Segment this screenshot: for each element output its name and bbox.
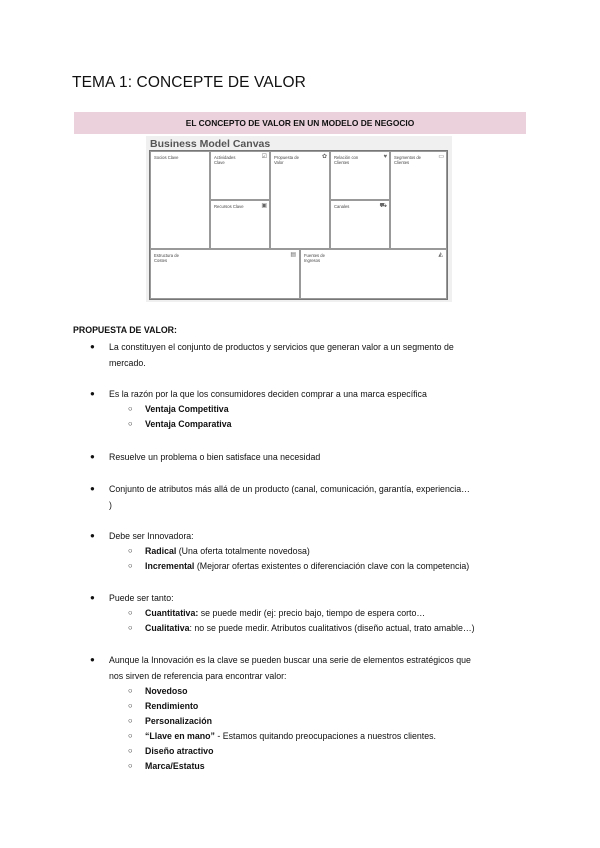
list-item: Aunque la Innovación es la clave se pueden buscar una serie de elementos estratégicos que [109,655,471,665]
canvas-title: Business Model Canvas [150,138,271,150]
cell-actividades [210,151,270,200]
cell-label: Actividades Clave [214,155,236,165]
segmentos-icon: ▭ [438,154,444,160]
cell-label: Estructura de Costes [154,253,179,263]
cell-label: Canales [334,204,350,209]
sub-item: Marca/Estatus [145,761,205,771]
bullet-dot: ● [90,484,95,493]
sub-bullet-circle: ○ [128,623,133,632]
cell-label: Fuentes de Ingresos [304,253,325,263]
sub-bullet-circle: ○ [128,686,133,695]
cell-relacion [330,151,390,200]
sub-bullet-circle: ○ [128,546,133,555]
bullet-dot: ● [90,452,95,461]
canvas-grid [149,150,448,300]
bullet-dot: ● [90,655,95,664]
sub-item: Diseño atractivo [145,746,214,756]
ingresos-icon: ◭ [438,252,443,258]
bullet-dot: ● [90,342,95,351]
sub-item: Incremental (Mejorar ofertas existentes o diferenciación clave con la competencia) [145,561,470,571]
cell-ingresos [300,249,447,299]
sub-bullet-circle: ○ [128,561,133,570]
relacion-icon: ♥ [383,154,387,160]
sub-item: Ventaja Competitiva [145,404,229,414]
sub-bullet-circle: ○ [128,419,133,428]
sub-bullet-circle: ○ [128,608,133,617]
sub-bullet-circle: ○ [128,716,133,725]
list-item: Es la razón por la que los consumidores deciden comprar a una marca específica [109,389,427,399]
sub-item: Rendimiento [145,701,199,711]
sub-item: Cualitativa: no se puede medir. Atributos cualitativos (diseño actual, trato amable…) [145,623,475,633]
bullet-dot: ● [90,593,95,602]
list-item: La constituyen el conjunto de productos y servicios que generan valor a un segmento de [109,342,454,352]
recursos-icon: ▣ [261,203,267,209]
sub-item: Cuantitativa: se puede medir (ej: precio bajo, tiempo de espera corto… [145,608,426,618]
costes-icon: ▤ [290,252,296,258]
actividades-icon: ☑ [261,154,267,160]
cell-canales [330,200,390,249]
cell-recursos [210,200,270,249]
list-item: Debe ser Innovadora: [109,531,194,541]
list-item-cont: ) [109,500,112,510]
sub-item: Radical (Una oferta totalmente novedosa) [145,546,310,556]
list-item: Resuelve un problema o bien satisface una necesidad [109,452,321,462]
section-banner: EL CONCEPTO DE VALOR EN UN MODELO DE NEGOCIO [74,112,526,134]
section-heading: PROPUESTA DE VALOR: [73,325,177,335]
bullet-dot: ● [90,389,95,398]
sub-bullet-circle: ○ [128,404,133,413]
cell-socios [150,151,210,249]
sub-bullet-circle: ○ [128,701,133,710]
sub-item: “Llave en mano” - Estamos quitando preocupaciones a nuestros clientes. [145,731,436,741]
cell-label: Recursos Clave [214,204,244,209]
list-item-cont: nos sirven de referencia para encontrar valor: [109,671,287,681]
cell-label: Segmentos de Clientes [394,155,422,165]
sub-item: Personalización [145,716,212,726]
propuesta-icon: ✿ [321,154,327,160]
sub-bullet-circle: ○ [128,746,133,755]
cell-label: Relación con Clientes [334,155,359,165]
cell-label: Socios Clave [154,155,179,160]
list-item: Puede ser tanto: [109,593,174,603]
list-item-cont: mercado. [109,358,146,368]
cell-propuesta [270,151,330,249]
cell-label: Propuesta de Valor [274,155,299,165]
business-model-canvas [146,136,452,302]
sub-bullet-circle: ○ [128,761,133,770]
sub-item: Ventaja Comparativa [145,419,232,429]
bullet-dot: ● [90,531,95,540]
canales-icon: ⛟ [379,203,387,209]
list-item: Conjunto de atributos más allá de un producto (canal, comunicación, garantía, experiencia… [109,484,470,494]
cell-costes [150,249,300,299]
sub-item: Novedoso [145,686,188,696]
page-title: TEMA 1: CONCEPTE DE VALOR [72,74,306,91]
sub-bullet-circle: ○ [128,731,133,740]
cell-segmentos [390,151,447,249]
